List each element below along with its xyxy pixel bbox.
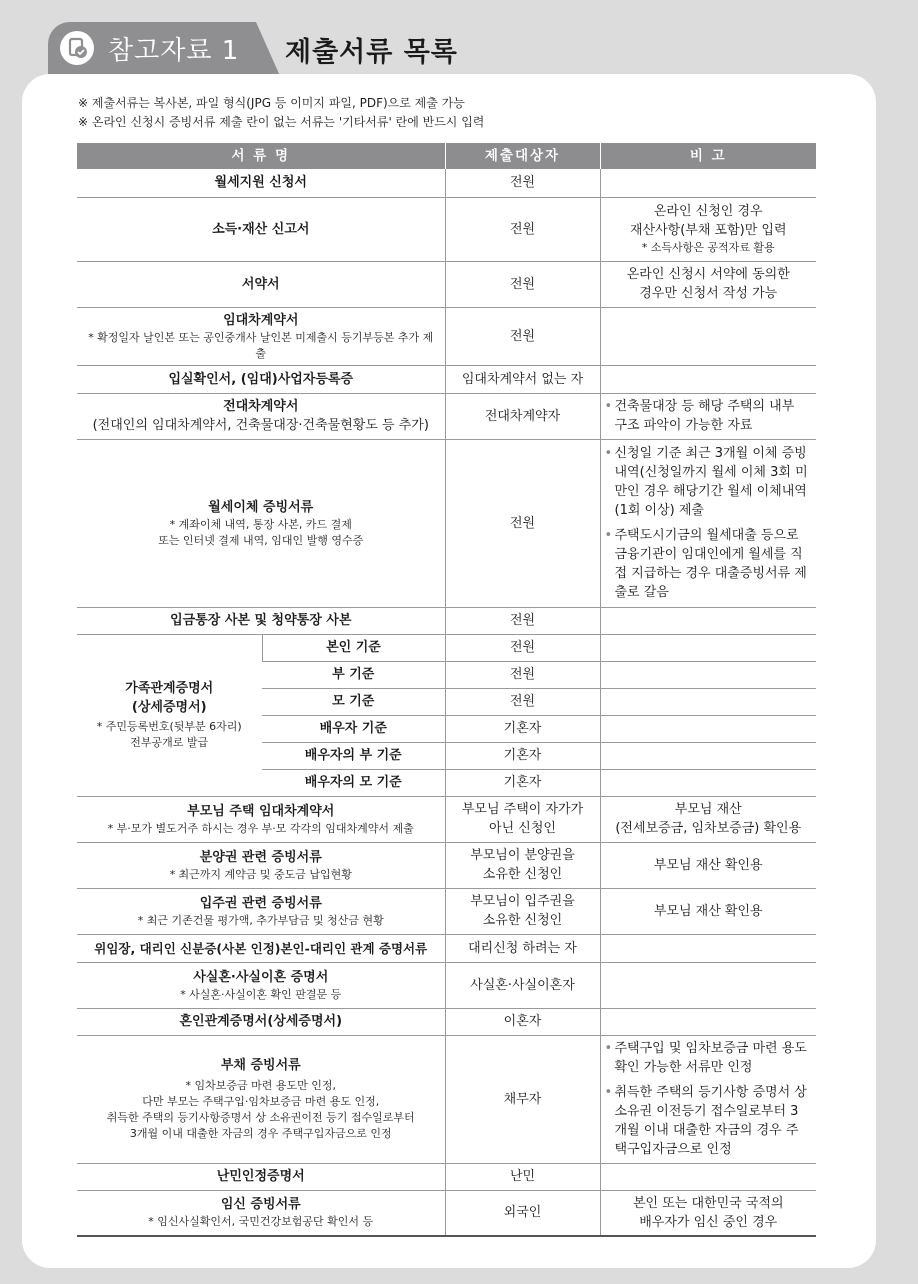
remark-bullet: • 신청일 기준 최근 3개월 이체 증빙 내역(신청일까지 월세 이체 3회 미만인 경우 해당기간 월세 이체내역 (1회 이상) 제출 [605,444,811,520]
doc-name: 입실확인서, (임대)사업자등록증 [77,365,445,393]
table-row [77,1190,816,1236]
doc-name-cell [77,888,445,934]
header-remarks: 비 고 [600,143,816,169]
doc-note: 취득한 주택의 등기사항증명서 상 소유권이전 등기 접수일로부터 [106,1111,415,1124]
doc-name-cell [77,796,445,842]
doc-note: * 계좌이체 내역, 통장 사본, 카드 결제 [169,517,352,531]
doc-name: 입주권 관련 증빙서류 [199,895,322,911]
doc-target: 기혼자 [445,769,600,796]
doc-remark [600,715,816,742]
doc-note: * 확정일자 날인본 또는 공인중개사 날인본 미제출시 등기부등본 추가 제출 [88,330,434,360]
doc-name: (상세증명서) [131,700,207,715]
doc-remark [600,1163,816,1190]
doc-name: 소득·재산 신고서 [77,197,445,261]
doc-note: * 최근까지 계약금 및 중도금 납입현황 [169,867,352,881]
doc-target [445,888,600,934]
doc-name-cell [77,1190,445,1236]
doc-remark [600,934,816,962]
doc-sub-basis: 배우자 기준 [262,715,445,742]
doc-sub-basis: 부 기준 [262,661,445,688]
page-title: 제출서류 목록 [285,37,458,68]
remark-note: * 소득사항은 공적자료 활용 [641,241,775,254]
doc-target: 전원 [445,169,600,197]
doc-target: 전원 [445,634,600,661]
doc-remark: 부모님 재산 확인용 [600,888,816,934]
remark-line: 본인 또는 대한민국 국적의 [632,1195,784,1211]
doc-remark [600,439,816,607]
doc-note: * 임신사실확인서, 국민건강보험공단 확인서 등 [148,1215,374,1229]
table-row [77,1008,816,1035]
doc-remark [600,661,816,688]
target-line: 부모님이 입주권을 [470,894,575,909]
doc-target: 임대차계약서 없는 자 [445,365,600,393]
doc-name: 가족관계증명서 [125,681,214,696]
doc-note: * 사실혼·사실이혼 확인 판결문 등 [180,987,342,1001]
doc-name: 전대차계약서 [223,399,299,414]
remark-line: (전세보증금, 임차보증금) 확인용 [615,821,802,836]
target-line: 소유한 신청인 [482,867,563,882]
doc-remark [600,1035,816,1163]
table-row [77,307,816,365]
doc-sub-basis: 배우자의 모 기준 [262,769,445,796]
table-header-row [77,143,816,169]
doc-target: 전원 [445,197,600,261]
doc-target [445,842,600,888]
doc-target: 전원 [445,261,600,307]
doc-name-cell [77,842,445,888]
doc-remark [600,169,816,197]
doc-remark [600,688,816,715]
note-line: ※ 제출서류는 복사본, 파일 형식(JPG 등 이미지 파일, PDF)으로 제출 가능 [78,96,465,110]
doc-name: 혼인관계증명서(상세증명서) [77,1008,445,1035]
note-line: ※ 온라인 신청시 증빙서류 제출 란이 없는 서류는 '기타서류' 란에 반드시 입력 [78,115,485,129]
doc-note: 다만 부모는 주택구입·임차보증금 마련 용도 인정, [142,1095,380,1108]
doc-name: 부채 증빙서류 [220,1058,301,1073]
doc-remark [600,197,816,261]
target-line: 소유한 신청인 [482,913,563,928]
table-row [77,1163,816,1190]
doc-remark [600,261,816,307]
target-line: 아닌 신청인 [489,821,556,836]
remark-line: 배우자가 임신 중인 경우 [639,1214,778,1230]
doc-name-cell [77,393,445,439]
doc-name-extra: (전대인의 임대차계약서, 건축물대장·건축물현황도 등 추가) [92,418,429,433]
remark-bullet: • 주택구입 및 임차보증금 마련 용도 확인 가능한 서류만 인정 [605,1039,811,1077]
doc-name: 월세지원 신청서 [77,169,445,197]
doc-target: 전원 [445,661,600,688]
tab-label: 참고자료 1 [108,36,240,66]
doc-target: 전원 [445,439,600,607]
table-row [77,634,816,661]
doc-name: 사실혼·사실이혼 증명서 [193,969,329,985]
doc-target: 채무자 [445,1035,600,1163]
table-row [77,261,816,307]
doc-name-cell [77,307,445,365]
doc-name: 부모님 주택 임대차계약서 [187,803,335,819]
doc-note: * 주민등록번호(뒷부분 6자리) [96,720,242,733]
doc-name: 임대차계약서 [223,312,299,328]
doc-note: 전부공개로 발급 [130,736,209,749]
doc-remark [600,393,816,439]
doc-note: 또는 인터넷 결제 내역, 임대인 발행 영수증 [158,533,364,547]
doc-note: * 임차보증금 마련 용도만 인정, [185,1079,336,1092]
doc-sub-basis: 배우자의 부 기준 [262,742,445,769]
remark-line: 재산사항(부채 포함)만 입력 [629,223,787,238]
table-row [77,842,816,888]
header-document-name: 서 류 명 [77,143,445,169]
doc-target: 외국인 [445,1190,600,1236]
doc-remark: 부모님 재산 확인용 [600,842,816,888]
doc-remark [600,365,816,393]
remark-bullet: • 취득한 주택의 등기사항 증명서 상 소유권 이전등기 접수일로부터 3개월 이내 대출한 자금의 경우 주택구입자금으로 인정 [605,1083,811,1159]
table-row [77,934,816,962]
doc-sub-basis: 모 기준 [262,688,445,715]
table-row [77,962,816,1008]
documents-table [77,143,816,1237]
doc-sub-basis: 본인 기준 [262,634,445,661]
doc-target: 전원 [445,688,600,715]
doc-target: 기혼자 [445,742,600,769]
doc-target: 난민 [445,1163,600,1190]
remark-line: 온라인 신청시 서약에 동의한 [626,267,790,282]
doc-name: 서약서 [77,261,445,307]
doc-name-cell [77,634,262,796]
doc-note: 3개월 이내 대출한 자금의 경우 주택구입자금으로 인정 [129,1127,392,1140]
doc-remark [600,607,816,634]
doc-target: 이혼자 [445,1008,600,1035]
doc-target: 기혼자 [445,715,600,742]
doc-target [445,796,600,842]
table-row [77,796,816,842]
doc-target: 전원 [445,307,600,365]
table-row [77,365,816,393]
table-row [77,1035,816,1163]
doc-remark [600,1190,816,1236]
remark-line: 온라인 신청인 경우 [653,204,763,219]
doc-name: 임신 증빙서류 [220,1197,301,1213]
doc-name: 월세이체 증빙서류 [208,499,314,515]
doc-remark [600,307,816,365]
target-line: 부모님 주택이 자가가 [461,802,584,817]
remark-bullet: • 건축물대장 등 해당 주택의 내부 구조 파악이 가능한 자료 [605,397,811,435]
doc-target: 전원 [445,607,600,634]
doc-name: 분양권 관련 증빙서류 [199,849,322,865]
table-row [77,888,816,934]
doc-remark [600,962,816,1008]
header-target: 제출대상자 [445,143,600,169]
doc-remark [600,796,816,842]
doc-remark [600,1008,816,1035]
document-check-icon [60,31,94,65]
doc-note: * 부·모가 별도거주 하시는 경우 부·모 각각의 임대차계약서 제출 [107,821,414,835]
doc-name-cell [77,439,445,607]
table-row [77,607,816,634]
notes [78,94,484,132]
remark-bullet: • 주택도시기금의 월세대출 등으로 금융기관이 임대인에게 월세를 직접 지급하는 경우 대출증빙서류 제출로 갈음 [605,526,811,602]
doc-target: 대리신청 하려는 자 [445,934,600,962]
doc-remark [600,769,816,796]
doc-name-cell [77,1035,445,1163]
doc-note: * 최근 기존건물 평가액, 추가부담금 및 청산금 현황 [137,913,384,927]
remark-line: 경우만 신청서 작성 가능 [639,286,778,301]
doc-name: 난민인정증명서 [77,1163,445,1190]
doc-name: 입금통장 사본 및 청약통장 사본 [77,607,445,634]
doc-target: 전대차계약자 [445,393,600,439]
doc-name-cell [77,962,445,1008]
doc-name: 위임장, 대리인 신분증(사본 인정)본인-대리인 관계 증명서류 [77,934,445,962]
table-row [77,439,816,607]
remark-line: 부모님 재산 [674,802,742,817]
table-row [77,197,816,261]
doc-remark [600,742,816,769]
table-row [77,169,816,197]
doc-remark [600,634,816,661]
target-line: 부모님이 분양권을 [470,848,575,863]
table-row [77,393,816,439]
doc-target: 사실혼·사실이혼자 [445,962,600,1008]
